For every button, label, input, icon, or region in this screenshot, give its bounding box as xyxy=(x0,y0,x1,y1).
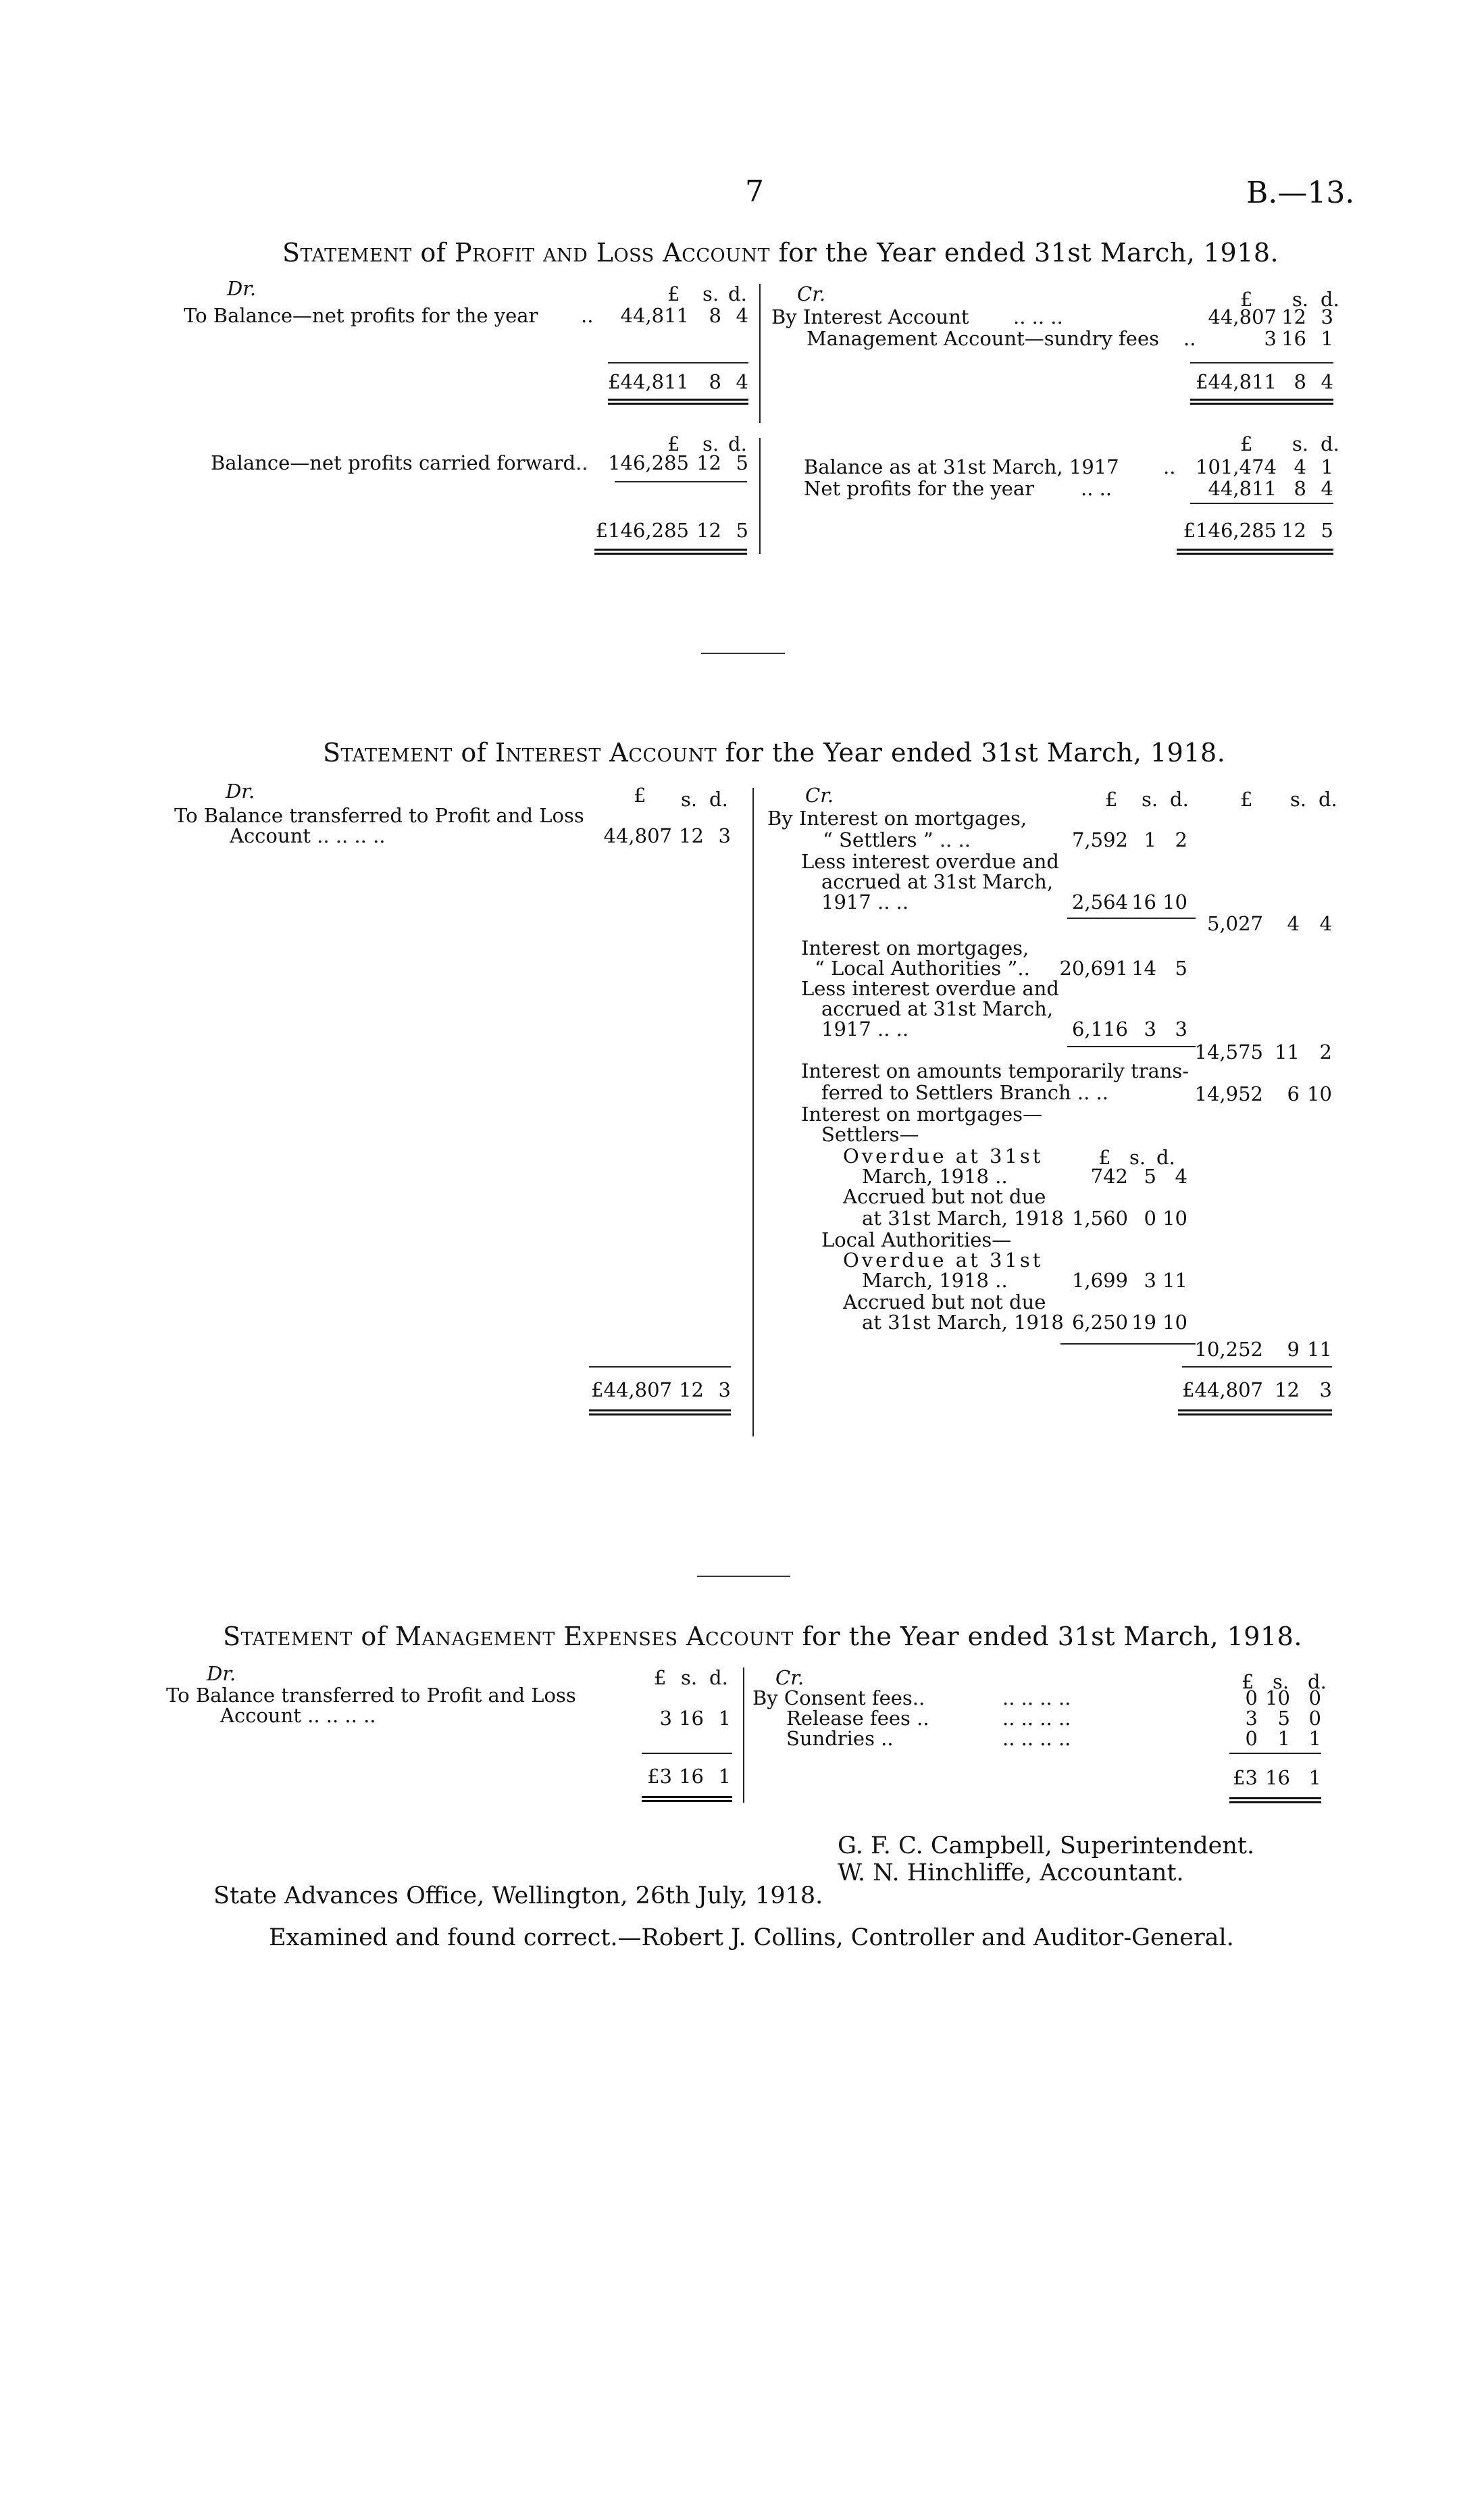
me-credit-row-s: 5 xyxy=(1277,1707,1290,1730)
ia-debit-d: 3 xyxy=(718,824,731,847)
pl-debit-l: 44,811 xyxy=(620,304,689,327)
page-number: 7 xyxy=(745,174,764,209)
me-debit-l: 3 xyxy=(659,1707,672,1730)
ia-inner-s: 1 xyxy=(1144,828,1156,851)
ia-outer-l: 5,027 xyxy=(1206,912,1263,935)
ia-outer-s: 9 xyxy=(1287,1338,1300,1361)
ia-inner-s: 5 xyxy=(1144,1165,1156,1188)
pl-cr-cur-d: d. xyxy=(1321,288,1339,311)
signature-accountant: W. N. Hinchliffe, Accountant. xyxy=(838,1859,1184,1886)
pl-cr-cur-s: s. xyxy=(1292,288,1309,311)
pl-debit-subtotal-rule xyxy=(608,362,748,364)
pl-debit-row2-rule xyxy=(615,481,747,482)
me-dr: Dr. xyxy=(207,1662,236,1685)
ia-outer-s: 6 xyxy=(1287,1082,1300,1105)
ia-line: 1917 .. .. xyxy=(821,891,909,913)
pl-credit-row2-1-d: 1 xyxy=(1321,455,1333,478)
me-credit-row-leader: .. .. .. .. xyxy=(1002,1707,1071,1730)
ia-line: accrued at 31st March, xyxy=(821,997,1054,1020)
ia-line: Local Authorities— xyxy=(821,1228,1012,1251)
ia-line: Overdue at 31st xyxy=(843,1249,1044,1272)
pl-credit-row2-1-leader: .. xyxy=(1163,455,1176,478)
pl-total1-credit-d: 4 xyxy=(1321,370,1333,393)
pl-credit-row2-1-l: 101,474 xyxy=(1196,455,1277,478)
ia-cur-s: s. xyxy=(681,788,698,811)
pl-credit-row2-1-label: Balance as at 31st March, 1917 xyxy=(804,455,1119,478)
ia-line: Interest on mortgages, xyxy=(801,936,1029,959)
ia-credit-total-rule xyxy=(1178,1409,1332,1415)
pl-cr-cur2-l: £ xyxy=(1240,432,1253,455)
ia-inner-d: 10 xyxy=(1162,1207,1187,1230)
me-debit-label-1: To Balance transferred to Profit and Loss xyxy=(166,1684,576,1707)
ia-outer-l: 14,952 xyxy=(1194,1082,1263,1105)
ia-inner-l: 6,250 xyxy=(1071,1311,1128,1334)
ia-inner2-cur-s: s. xyxy=(1129,1146,1146,1169)
me-cr: Cr. xyxy=(775,1666,804,1689)
ia-outer-d: 4 xyxy=(1319,912,1332,935)
ia-debit-l: 44,807 xyxy=(603,824,672,847)
pl-credit-row2-1-s: 4 xyxy=(1294,455,1306,478)
me-credit-row-label: Release fees .. xyxy=(786,1707,929,1730)
ia-line: Interest on mortgages— xyxy=(801,1103,1043,1126)
ia-line: ferred to Settlers Branch .. .. xyxy=(821,1081,1109,1104)
me-cr-cur-l: £ xyxy=(1242,1670,1254,1693)
me-debit-d: 1 xyxy=(718,1707,731,1730)
ia-debit-total-d: 3 xyxy=(718,1378,731,1401)
me-credit-row-s: 10 xyxy=(1265,1686,1290,1709)
ia-inner-cur-l: £ xyxy=(1105,788,1118,811)
me-credit-row-leader: .. .. .. .. xyxy=(1002,1686,1071,1709)
me-cur-l: £ xyxy=(654,1666,667,1689)
pl-dr: Dr. xyxy=(227,277,257,300)
ia-inner-s: 3 xyxy=(1144,1018,1156,1041)
pl-cur-d: d. xyxy=(728,282,747,305)
ia-line: accrued at 31st March, xyxy=(821,870,1054,893)
pl-total2-credit-rule xyxy=(1177,549,1333,555)
ia-cur-l: £ xyxy=(634,784,646,807)
ia-debit-total-rule xyxy=(589,1409,731,1415)
ia-outer-cur-l: £ xyxy=(1240,788,1253,811)
pl-credit-row-2-l: 3 xyxy=(1264,327,1277,350)
ia-outer-l: 10,252 xyxy=(1194,1338,1263,1361)
me-cur-s: s. xyxy=(681,1666,698,1689)
ia-outer-d: 11 xyxy=(1307,1338,1332,1361)
pl-total2-debit-l: £146,285 xyxy=(595,519,689,542)
pl-total1-credit-rule xyxy=(1190,399,1333,405)
me-cr-cur-d: d. xyxy=(1308,1670,1327,1693)
pl-credit-row-2-d: 1 xyxy=(1321,327,1333,350)
pl-credit-row2-2-leader: .. .. xyxy=(1081,477,1112,500)
pl-cr-cur2-d: d. xyxy=(1321,432,1339,455)
ia-line: “ Local Authorities ”.. xyxy=(815,957,1030,980)
ia-inner-l: 1,699 xyxy=(1071,1269,1128,1292)
pl-credit-row2-rule xyxy=(1190,503,1333,504)
ia-outer-s: 11 xyxy=(1275,1041,1300,1063)
ia-inner-s: 16 xyxy=(1131,891,1156,913)
ia-line: at 31st March, 1918 xyxy=(862,1311,1064,1334)
ia-line: By Interest on mortgages, xyxy=(767,807,1027,830)
pl-cur-s: s. xyxy=(702,282,719,305)
ia-inner-l: 2,564 xyxy=(1071,891,1128,913)
ia-divider xyxy=(752,788,754,1436)
ia-line: Settlers— xyxy=(821,1123,919,1146)
pl-credit-row-2-label: Management Account—sundry fees xyxy=(807,327,1159,350)
pl-total1-credit-s: 8 xyxy=(1294,370,1306,393)
ia-debit-label-1: To Balance transferred to Profit and Loss xyxy=(174,804,584,827)
ia-line: March, 1918 .. xyxy=(862,1165,1008,1188)
ia-outer-cur-s: s. xyxy=(1290,788,1307,811)
ia-inner-d: 2 xyxy=(1175,828,1187,851)
me-credit-total-s: 16 xyxy=(1265,1766,1290,1789)
me-credit-row-s: 1 xyxy=(1277,1727,1290,1750)
ia-debit-total-s: 12 xyxy=(679,1378,704,1401)
ia-line: Interest on amounts temporarily trans- xyxy=(801,1059,1189,1082)
section-separator-1 xyxy=(701,653,785,654)
pl-credit-row2-2-d: 4 xyxy=(1321,477,1333,500)
ia-debit-s: 12 xyxy=(679,824,704,847)
ia-inner-s: 14 xyxy=(1131,957,1156,980)
ia-cur-d: d. xyxy=(709,788,728,811)
ia-inner-d: 11 xyxy=(1162,1269,1187,1292)
me-credit-total-l: £3 xyxy=(1233,1766,1258,1789)
me-divider xyxy=(743,1668,744,1803)
office-date-line: State Advances Office, Wellington, 26th July, 1918. xyxy=(213,1882,823,1909)
me-debit-subtotal-rule xyxy=(642,1753,732,1754)
ia-inner-rule xyxy=(1067,1046,1196,1047)
pl-credit-subtotal-rule xyxy=(1190,362,1333,364)
page-reference: B.—13. xyxy=(1246,176,1355,210)
me-credit-row-label: Sundries .. xyxy=(786,1727,894,1750)
pl-credit-row-2-s: 16 xyxy=(1281,327,1306,350)
pl-credit-row2-2-s: 8 xyxy=(1294,477,1306,500)
ia-inner-l: 742 xyxy=(1090,1165,1128,1188)
pl-debit-row2-l: 146,285 xyxy=(608,451,689,474)
ia-credit-total-l: £44,807 xyxy=(1182,1378,1263,1401)
ia-inner-s: 0 xyxy=(1144,1207,1156,1230)
ia-inner-d: 10 xyxy=(1162,891,1187,913)
ia-outer-l: 14,575 xyxy=(1194,1041,1263,1063)
me-credit-row-d: 1 xyxy=(1308,1727,1321,1750)
ia-inner-d: 5 xyxy=(1175,957,1187,980)
ia-debit-label-2: Account .. .. .. .. xyxy=(230,824,386,847)
section-separator-2 xyxy=(697,1576,790,1577)
ia-inner-s: 19 xyxy=(1131,1311,1156,1334)
ia-line: Less interest overdue and xyxy=(801,977,1059,1000)
ia-dr: Dr. xyxy=(226,780,255,803)
pl-credit-row-1-s: 12 xyxy=(1281,305,1306,328)
pl-credit-row-1-d: 3 xyxy=(1321,305,1333,328)
pl-debit-s: 8 xyxy=(709,304,721,327)
pl-total2-credit-s: 12 xyxy=(1281,519,1306,542)
ia-credit-subtotal-rule xyxy=(1182,1366,1332,1368)
ia-inner-l: 7,592 xyxy=(1071,828,1128,851)
ia-line: “ Settlers ” .. .. xyxy=(823,828,971,851)
ia-inner-rule xyxy=(1067,918,1196,919)
ia-line: 1917 .. .. xyxy=(821,1018,909,1041)
ia-inner-l: 1,560 xyxy=(1071,1207,1128,1230)
ia-debit-total-l: £44,807 xyxy=(591,1378,672,1401)
pl-credit-row2-2-label: Net profits for the year xyxy=(804,477,1035,500)
pl-total1-debit-l: £44,811 xyxy=(608,370,689,393)
pl-total1-debit-rule xyxy=(608,399,748,405)
pl-credit-row-2-leader: .. xyxy=(1183,327,1196,350)
ia-inner-d: 10 xyxy=(1162,1311,1187,1334)
pl-debit-row2-label: Balance—net profits carried forward.. xyxy=(211,451,588,474)
ia-line: at 31st March, 1918 xyxy=(862,1207,1064,1230)
me-debit-label-2: Account .. .. .. .. xyxy=(220,1704,376,1727)
me-credit-total-rule xyxy=(1229,1797,1321,1803)
ia-inner-l: 20,691 xyxy=(1059,957,1128,980)
me-debit-total-rule xyxy=(642,1796,732,1802)
me-credit-subtotal-rule xyxy=(1229,1753,1321,1754)
ia-inner2-cur-l: £ xyxy=(1098,1146,1111,1169)
me-credit-row-l: 0 xyxy=(1245,1727,1258,1750)
pl-total2-debit-d: 5 xyxy=(736,519,748,542)
pl-cur2-l: £ xyxy=(667,432,680,455)
ia-inner-d: 3 xyxy=(1175,1018,1187,1041)
ia-inner-l: 6,116 xyxy=(1071,1018,1128,1041)
ia-line: March, 1918 .. xyxy=(862,1269,1008,1292)
pl-cur2-d: d. xyxy=(728,432,747,455)
ia-title: Statement of Interest Account for the Year ended 31st March, 1918. xyxy=(323,738,1226,768)
me-credit-total-d: 1 xyxy=(1308,1766,1321,1789)
audit-certification: Examined and found correct.—Robert J. Collins, Controller and Auditor-General. xyxy=(269,1924,1234,1951)
pl-total1-debit-s: 8 xyxy=(709,370,721,393)
pl-cr-cur2-s: s. xyxy=(1292,432,1309,455)
me-credit-row-l: 3 xyxy=(1245,1707,1258,1730)
pl-debit-d: 4 xyxy=(736,304,748,327)
pl-title: Statement of Profit and Loss Account for the Year ended 31st March, 1918. xyxy=(282,238,1279,268)
signature-superintendent: G. F. C. Campbell, Superintendent. xyxy=(838,1832,1255,1859)
pl-cr: Cr. xyxy=(797,282,826,305)
ia-cr: Cr. xyxy=(805,784,834,807)
ia-inner2-cur-d: d. xyxy=(1156,1146,1175,1169)
ia-debit-subtotal-rule xyxy=(589,1366,731,1368)
pl-debit-row2-d: 5 xyxy=(736,451,748,474)
ia-credit-total-d: 3 xyxy=(1319,1378,1332,1401)
ia-inner-cur-s: s. xyxy=(1142,788,1158,811)
me-credit-row-d: 0 xyxy=(1308,1686,1321,1709)
me-cur-d: d. xyxy=(709,1666,728,1689)
ia-inner-cur-d: d. xyxy=(1170,788,1189,811)
ia-line: Overdue at 31st xyxy=(843,1145,1044,1168)
ia-inner-rule xyxy=(1060,1343,1196,1345)
pl-debit-row2-s: 12 xyxy=(696,451,721,474)
ia-inner-s: 3 xyxy=(1144,1269,1156,1292)
pl-cr-cur-l: £ xyxy=(1240,288,1253,311)
pl-total1-debit-d: 4 xyxy=(736,370,748,393)
pl-cur2-s: s. xyxy=(702,432,719,455)
ia-line: Less interest overdue and xyxy=(801,850,1059,873)
pl-credit-row-1-l: 44,807 xyxy=(1208,305,1277,328)
me-cr-cur-s: s. xyxy=(1273,1670,1289,1693)
ia-line: Accrued but not due xyxy=(843,1290,1046,1313)
ia-outer-d: 2 xyxy=(1319,1041,1332,1063)
pl-cur-l: £ xyxy=(667,282,680,305)
pl-total2-debit-rule xyxy=(594,549,747,555)
ia-line: Accrued but not due xyxy=(843,1185,1046,1208)
ia-credit-total-s: 12 xyxy=(1275,1378,1300,1401)
pl-total1-credit-l: £44,811 xyxy=(1196,370,1277,393)
me-debit-s: 16 xyxy=(679,1707,704,1730)
pl-debit-leader: .. xyxy=(581,304,594,327)
ia-outer-s: 4 xyxy=(1287,912,1300,935)
pl-divider-2 xyxy=(759,438,761,554)
ia-outer-cur-d: d. xyxy=(1319,788,1337,811)
pl-debit-label: To Balance—net profits for the year xyxy=(184,304,538,327)
pl-credit-row-1-leader: .. .. .. xyxy=(1013,305,1063,328)
pl-credit-row2-2-l: 44,811 xyxy=(1208,477,1277,500)
ia-outer-d: 10 xyxy=(1307,1082,1332,1105)
pl-credit-row-1-label: By Interest Account xyxy=(771,305,969,328)
ia-inner-d: 4 xyxy=(1175,1165,1187,1188)
me-debit-total-s: 16 xyxy=(679,1765,704,1788)
me-debit-total-l: £3 xyxy=(647,1765,672,1788)
pl-total2-credit-l: £146,285 xyxy=(1183,519,1277,542)
me-credit-row-l: 0 xyxy=(1245,1686,1258,1709)
me-title: Statement of Management Expenses Account for the Year ended 31st March, 1918. xyxy=(223,1622,1302,1651)
pl-total2-debit-s: 12 xyxy=(696,519,721,542)
me-credit-row-d: 0 xyxy=(1308,1707,1321,1730)
pl-divider-1 xyxy=(759,284,761,423)
pl-total2-credit-d: 5 xyxy=(1321,519,1333,542)
me-credit-row-leader: .. .. .. .. xyxy=(1002,1727,1071,1750)
me-debit-total-d: 1 xyxy=(718,1765,731,1788)
me-credit-row-label: By Consent fees.. xyxy=(752,1686,925,1709)
